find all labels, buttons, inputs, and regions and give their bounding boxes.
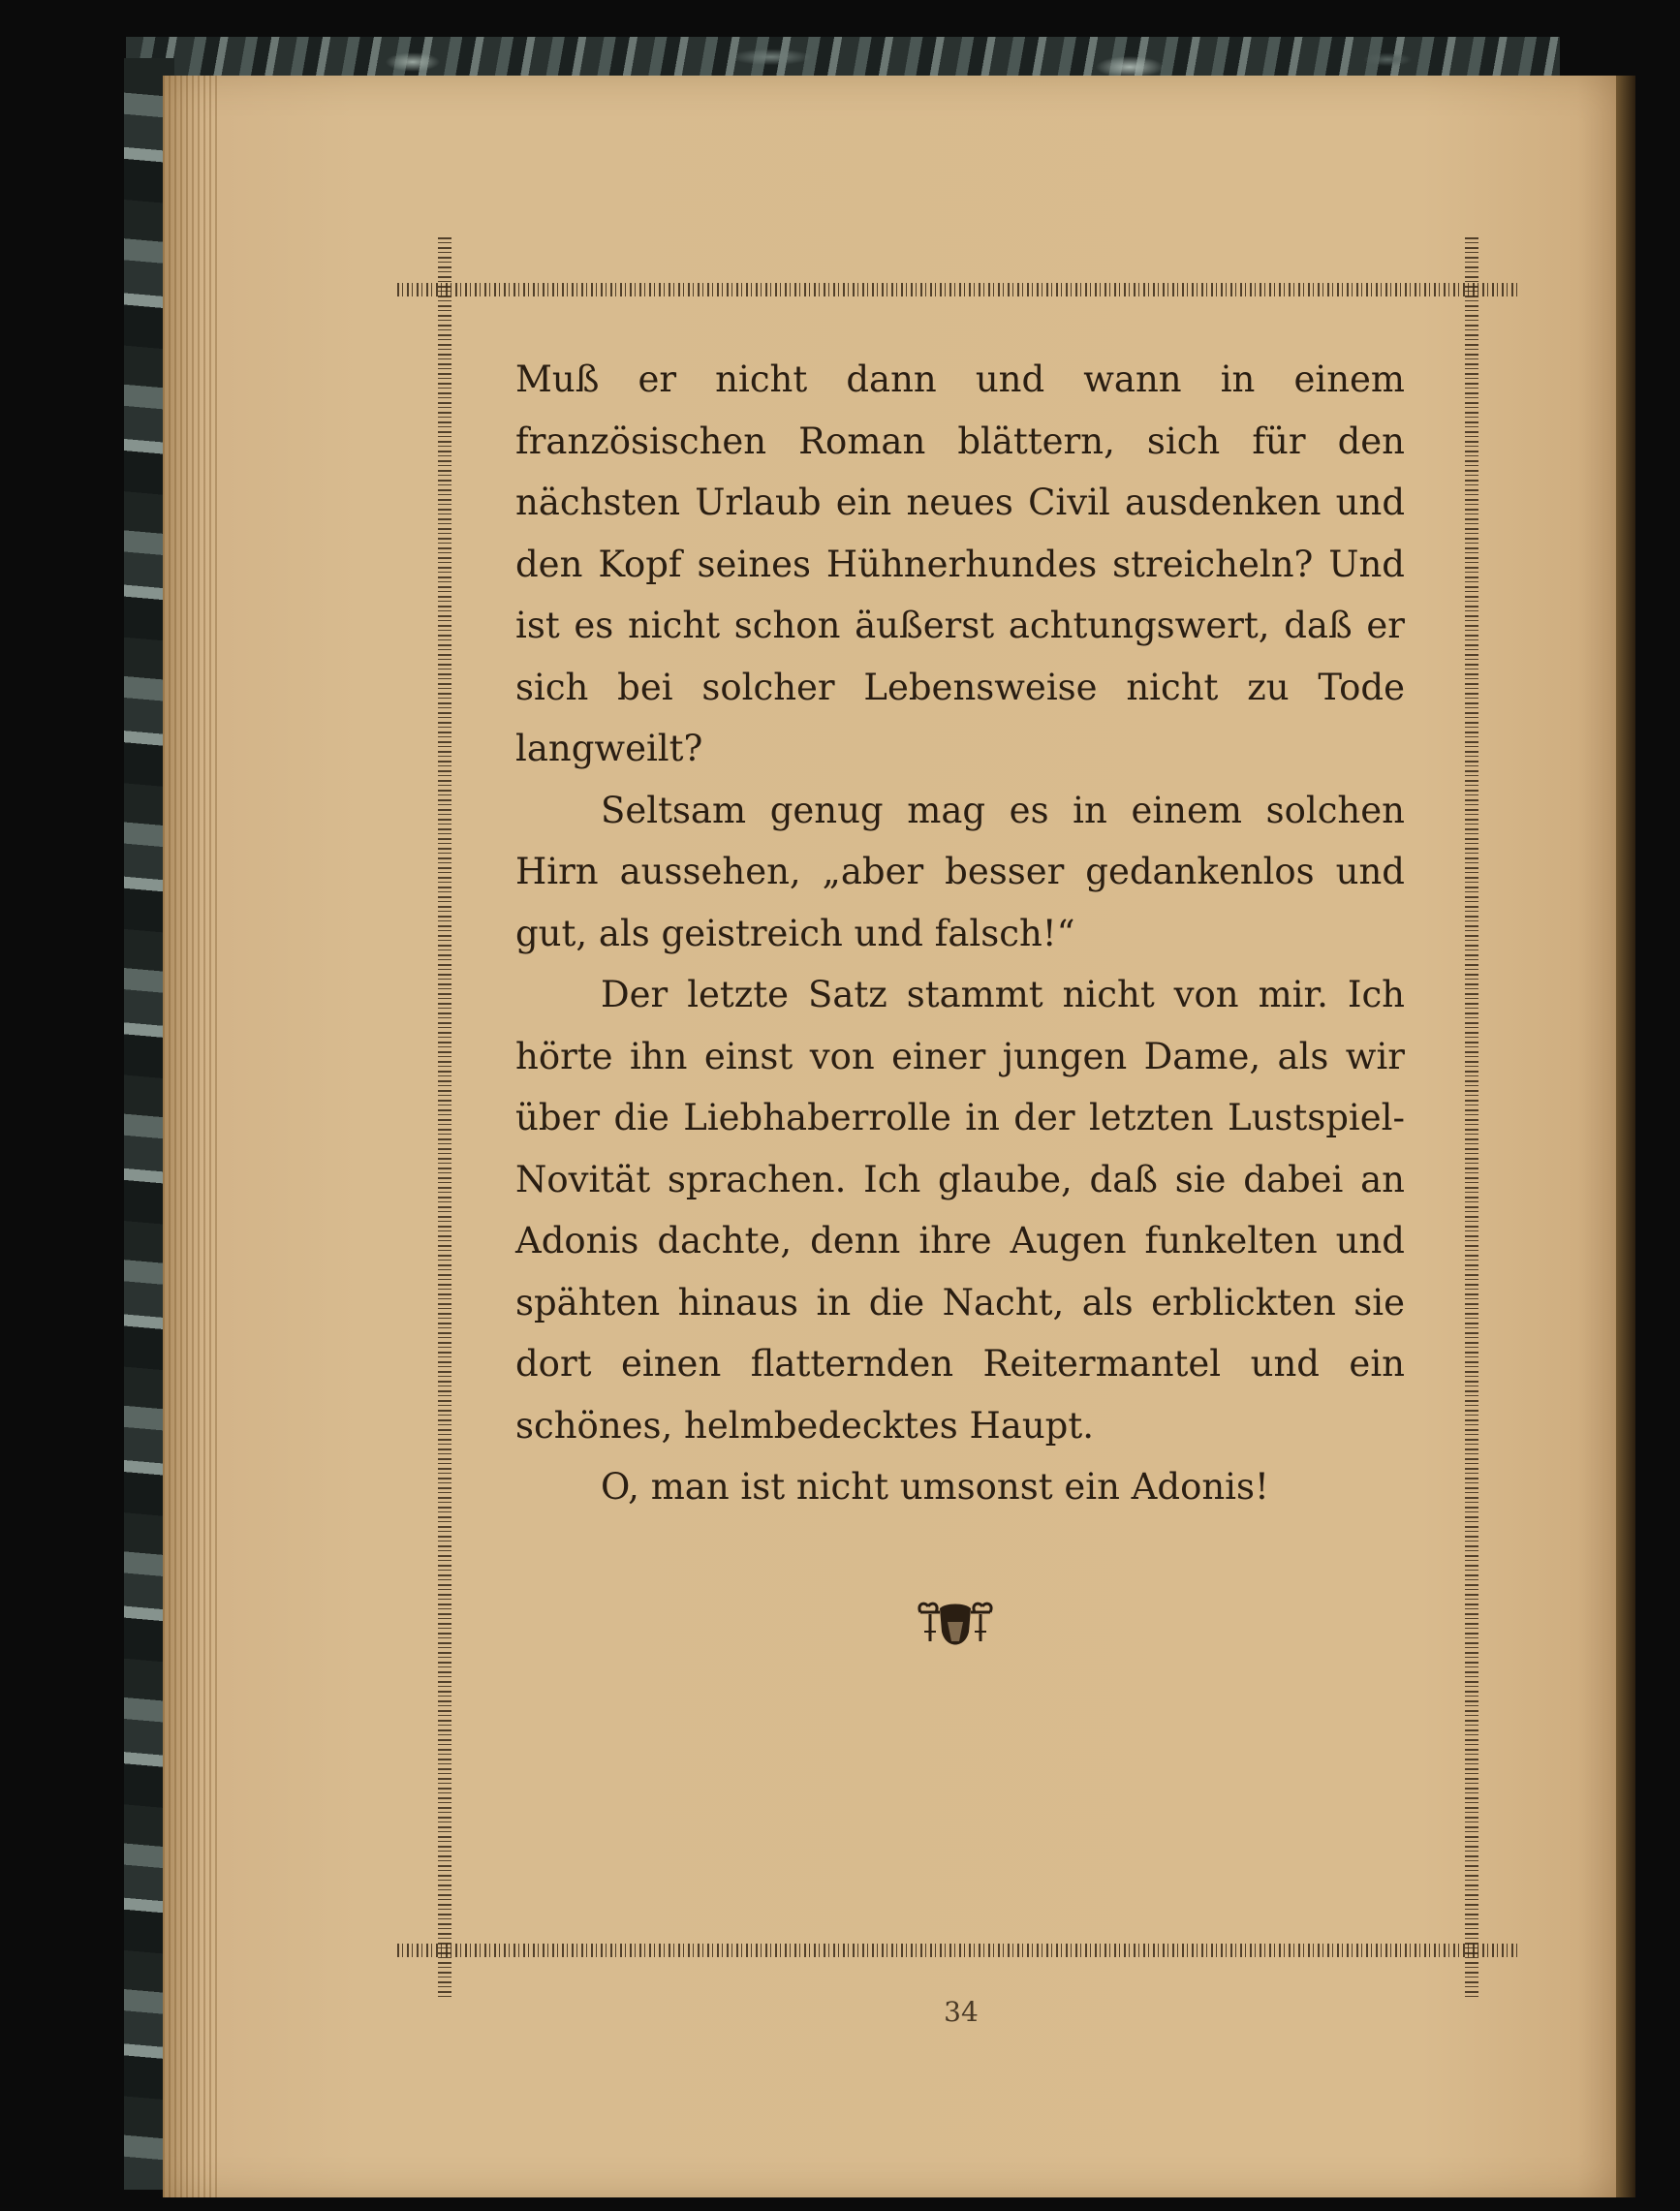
paragraph-1: Muß er nicht dann und wann in einem französischen Roman blättern, sich für den nächsten Urlaub ein neues Civil ausdenken und den Kopf seines Hühnerhundes streicheln? Und ist es nicht schon äußerst achtungswert, daß er sich bei solcher Lebensweise nicht zu Tode langweilt? (515, 358, 1405, 769)
page-number: 34 (944, 1996, 979, 2028)
paragraph-2: Seltsam genug mag es in einem solchen Hirn aussehen, „aber besser gedankenlos und gut, als geistreich und falsch!“ (515, 789, 1405, 954)
page-edges (163, 76, 221, 2197)
border-right (1465, 237, 1478, 2001)
stag-head-vignette-icon (911, 1599, 1000, 1666)
border-bottom (397, 1944, 1521, 1957)
border-left (438, 237, 451, 2001)
book-gutter (1616, 76, 1635, 2197)
page-text (515, 349, 1405, 1518)
paragraph-3: Der letzte Satz stammt nicht von mir. Ich hörte ihn einst von einer jungen Dame, als wir über die Liebhaberrolle in der letzten Lustspiel-Novität sprachen. Ich glaube, daß sie dabei an Adonis dachte, denn ihre Augen funkelten und spähten hinaus in die Nacht, als erblickten sie dort einen flatternden Reitermantel und ein schönes, helmbedecktes Haupt. (515, 974, 1405, 1447)
paragraph-4: O, man ist nicht umsonst ein Adonis! (601, 1466, 1269, 1508)
border-top (397, 283, 1521, 296)
